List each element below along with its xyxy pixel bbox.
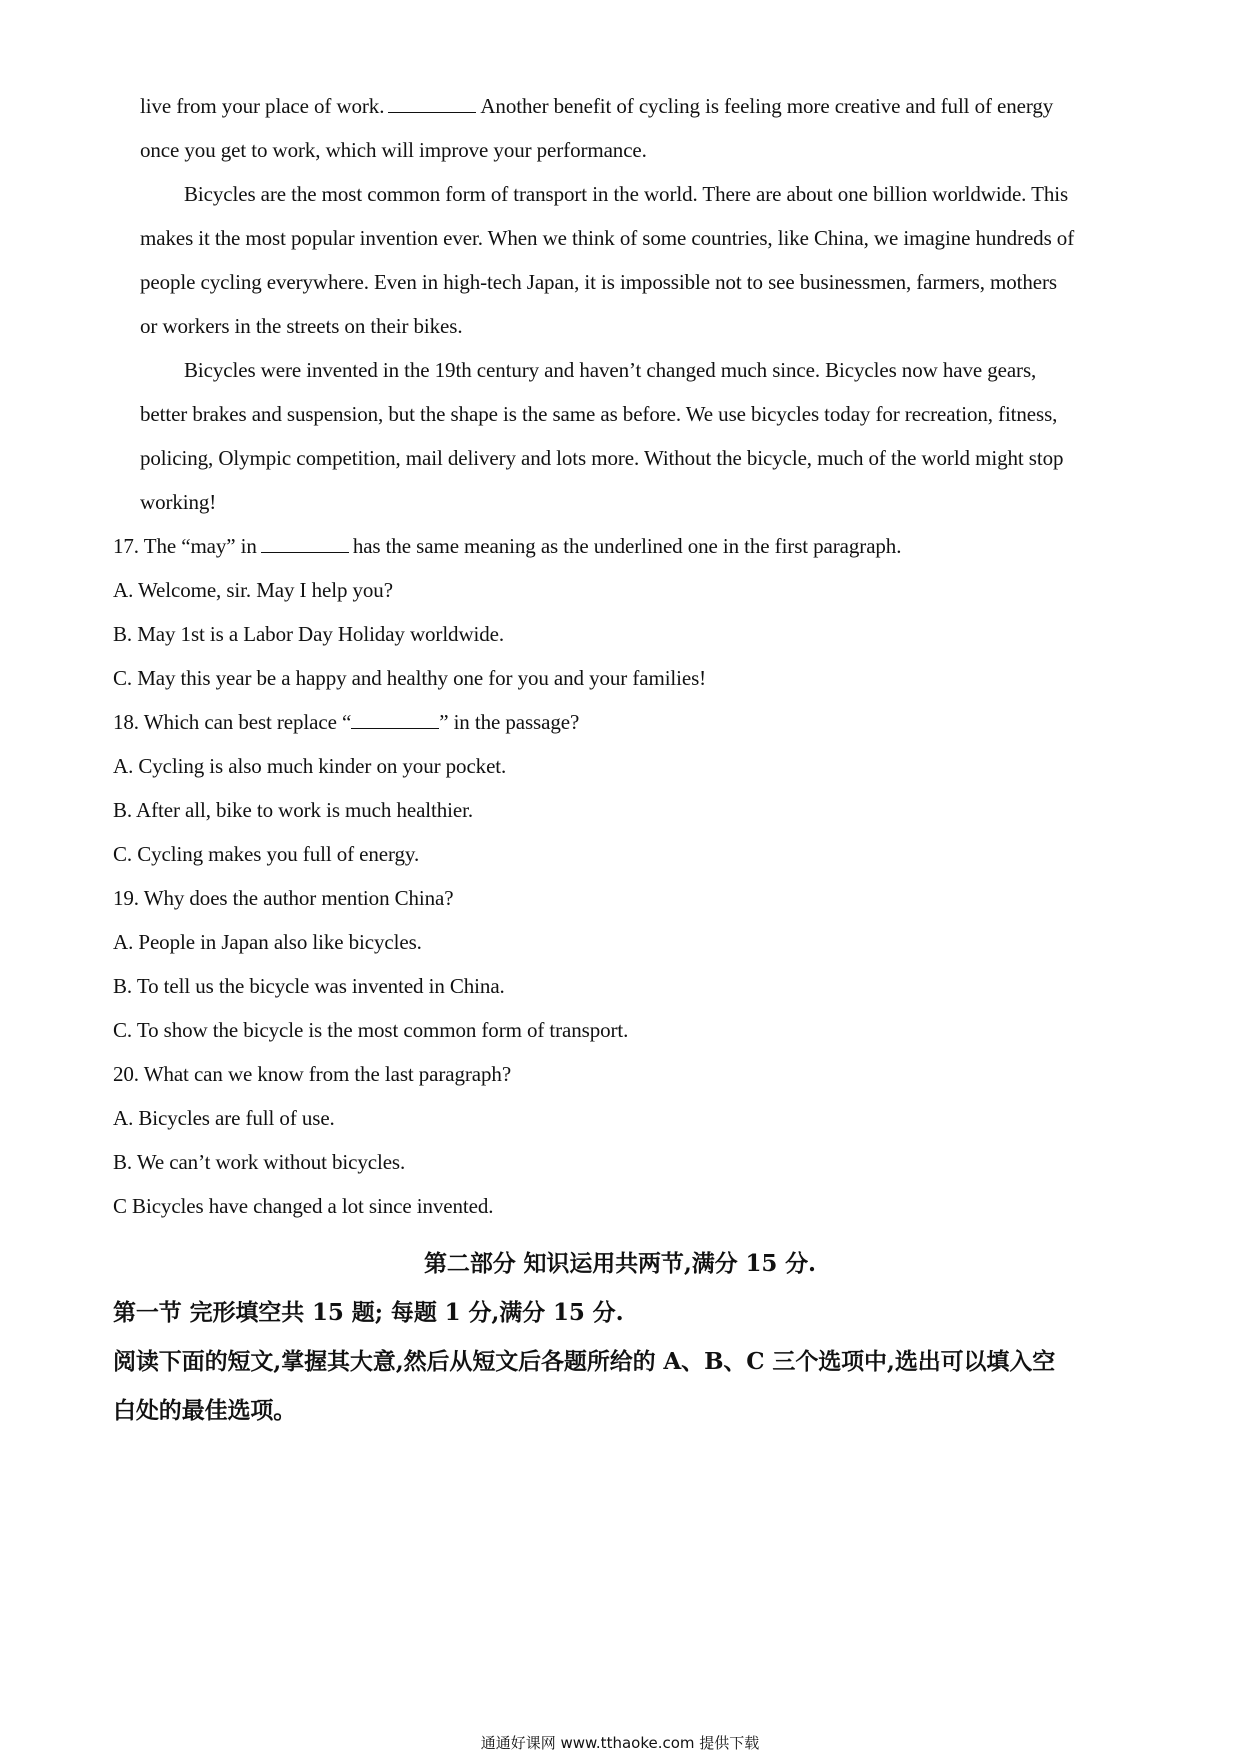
option-20-c: C Bicycles have changed a lot since invented.: [113, 1194, 494, 1218]
passage-line: or workers in the streets on their bikes.: [140, 314, 463, 338]
answer-blank: [261, 534, 349, 553]
passage-line: once you get to work, which will improve your performance.: [140, 138, 647, 162]
passage-text: Another benefit of cycling is feeling more creative and full of energy: [480, 94, 1054, 118]
passage-line: better brakes and suspension, but the shape is the same as before. We use bicycles today for recreation, fitness,: [140, 402, 1058, 426]
option-20-a: A. Bicycles are full of use.: [113, 1106, 335, 1130]
passage-line: people cycling everywhere. Even in high-tech Japan, it is impossible not to see businessmen, farmers, mothers: [140, 270, 1057, 294]
passage-line: [140, 92, 1053, 120]
question-text: 18. Which can best replace “: [113, 710, 352, 734]
option-17-b: B. May 1st is a Labor Day Holiday worldwide.: [113, 622, 505, 646]
part-title: 第二部分 知识运用共两节,满分 15 分.: [424, 1250, 816, 1277]
passage-line: policing, Olympic competition, mail delivery and lots more. Without the bicycle, much of the world might stop: [140, 446, 1064, 470]
passage-line: Bicycles were invented in the 19th century and haven’t changed much since. Bicycles now have gears,: [184, 358, 1037, 382]
option-18-c: C. Cycling makes you full of energy.: [113, 842, 420, 866]
answer-blank: [388, 94, 476, 113]
passage-text: live from your place of work.: [140, 94, 385, 118]
passage-line: Bicycles are the most common form of transport in the world. There are about one billion worldwide. This: [184, 182, 1069, 206]
question-text: has the same meaning as the underlined one in the first paragraph.: [352, 534, 902, 558]
question-text: 17. The “may” in: [113, 534, 257, 558]
question-17: [113, 532, 901, 560]
question-20: 20. What can we know from the last paragraph?: [113, 1062, 512, 1086]
page-footer: 通通好课网 www.tthaoke.com 提供下载: [480, 1734, 760, 1752]
passage-line: makes it the most popular invention ever. When we think of some countries, like China, we imagine hundreds of: [140, 226, 1075, 250]
option-20-b: B. We can’t work without bicycles.: [113, 1150, 406, 1174]
option-19-b: B. To tell us the bicycle was invented in China.: [113, 974, 505, 998]
section-subtitle: 第一节 完形填空共 15 题; 每题 1 分,满分 15 分.: [113, 1299, 624, 1326]
question-19: 19. Why does the author mention China?: [113, 886, 454, 910]
option-19-a: A. People in Japan also like bicycles.: [113, 930, 422, 954]
answer-blank: [351, 710, 439, 729]
instruction-line: 白处的最佳选项。: [113, 1397, 297, 1424]
question-18: [113, 708, 579, 736]
instruction-line: 阅读下面的短文,掌握其大意,然后从短文后各题所给的 A、B、C 三个选项中,选出可以填入空: [113, 1348, 1056, 1375]
question-text: ” in the passage?: [439, 710, 580, 734]
option-17-a: A. Welcome, sir. May I help you?: [113, 578, 393, 602]
passage-line: working!: [140, 490, 217, 514]
option-17-c: C. May this year be a happy and healthy one for you and your families!: [113, 666, 707, 690]
option-19-c: C. To show the bicycle is the most common form of transport.: [113, 1018, 629, 1042]
option-18-b: B. After all, bike to work is much healthier.: [113, 798, 474, 822]
option-18-a: A. Cycling is also much kinder on your pocket.: [113, 754, 507, 778]
